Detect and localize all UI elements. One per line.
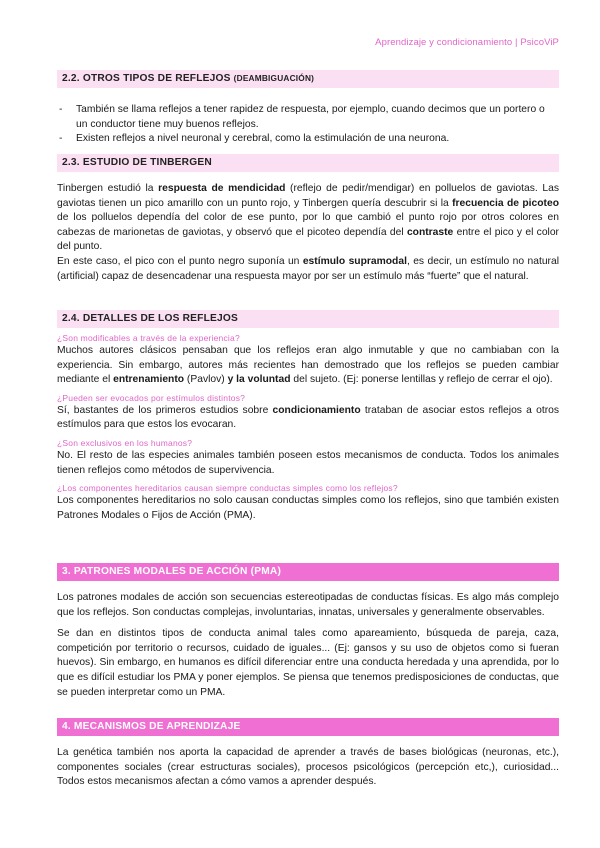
text-run: del sujeto. (Ej: ponerse lentillas y reflejo de cerrar el ojo). [290, 374, 553, 386]
bold-term: estímulo supramodal [302, 255, 407, 267]
section-2-3 [57, 154, 559, 284]
paragraph-pma-examples: Se dan en distintos tipos de conducta animal tales como apareamiento, búsqueda de pareja, caza, competición por territorio o recursos, cuidado de iguales... (Ej: gansos y su uso de objetos como si fueran huevos). Sin embargo, en humanos es difícil diferenciar entre una conducta heredada y una aprendida, por lo que es difícil estudiar los PMA y poner ejemplos. Se piensa que tenemos predisposiciones de conductas, que se pueden interpretar como un PMA. [57, 628, 559, 698]
section-heading-2-4: 2.4. DETALLES DE LOS REFLEJOS [57, 310, 559, 328]
question-3: ¿Son exclusivos en los humanos? [57, 437, 193, 448]
heading-main-text: 2.2. OTROS TIPOS DE REFLEJOS [62, 73, 231, 84]
text-run: de los polluelos dependía del color de ese punto, por lo que cambió el punto rojo por otros colores en cabezas de marionetas de gaviotas, y observó que el picoteo dependía del [57, 212, 559, 238]
paragraph-pma-definition: Los patrones modales de acción son secuencias estereotipadas de conductas físicas. Es algo más complejo que los reflejos. Son conductas complejas, involuntarias, innatas, universales y generalmente observables. [57, 592, 559, 618]
section-heading-4: 4. MECANISMOS DE APRENDIZAJE [57, 718, 559, 736]
section-heading-2-3: 2.3. ESTUDIO DE TINBERGEN [57, 154, 559, 172]
paragraph-supramodal [57, 255, 559, 284]
list-item: - También se llama reflejos a tener rapidez de respuesta, por ejemplo, cuando decimos que un portero o un conductor tiene muy buenos reflejos. [57, 103, 559, 132]
list-item: - Existen reflejos a nivel neuronal y cerebral, como la estimulación de una neurona. [57, 132, 559, 147]
text-run: trataban de asociar estos reflejos a otros estímulos para que estos los evocaran. [57, 404, 559, 431]
section-2-4 [57, 310, 559, 523]
text-run: Sí, bastantes de los primeros estudios sobre [57, 404, 273, 416]
text-run: (reflejo de pedir/mendigar) en polluelos de gaviotas. Las gaviotas tienen un pico amarillo con un punto rojo, y Tinbergen quería descubrir si la [57, 183, 559, 209]
section-2-2 [57, 70, 559, 147]
question-2: ¿Pueden ser evocados por estímulos distintos? [57, 392, 246, 403]
text-run: Muchos autores clásicos pensaban que los reflejos eran algo inmutable y que no cambiaban con la experiencia. Sin embargo, autores más recientes han demostrado que los reflejos se pueden cambiar mediante el [57, 345, 559, 386]
text-run: , es decir, un estímulo no natural (artificial) capaz de desencadenar una respuesta mayor por ser un estímulo más “fuerte” que el natural. [57, 255, 560, 282]
text-run: (Pavlov) [184, 374, 228, 386]
question-4: ¿Los componentes hereditarios causan siempre conductas simples como los reflejos? [57, 483, 398, 494]
section-heading-2-2 [57, 70, 559, 88]
section-heading-3: 3. PATRONES MODALES DE ACCIÓN (PMA) [57, 563, 559, 581]
bold-term: respuesta de mendicidad [158, 183, 286, 194]
paragraph-learning-mechanisms: La genética también nos aporta la capacidad de aprender a través de bases biológicas (neuronas, etc.), componentes sociales (crear estructuras sociales), procesos psicológicos (percepción etc,), curiosidad... Todos estos mecanismos afectan a cómo vamos a aprender después. [57, 747, 559, 788]
bold-term: entrenamiento [113, 374, 185, 386]
paragraph-tinbergen [57, 182, 559, 255]
section-4 [57, 718, 559, 790]
bold-term: contraste [406, 226, 454, 238]
running-header: Aprendizaje y condicionamiento | PsicoViP [375, 37, 559, 48]
bold-term: condicionamiento [272, 404, 361, 416]
answer-3: No. El resto de las especies animales también poseen estos mecanismos de conducta. Todos los animales tienen reflejos como métodos de supervivencia. [57, 449, 559, 476]
section-3 [57, 563, 559, 700]
heading-small-text: (DEAMBIGUACIÓN) [233, 73, 315, 83]
question-1: ¿Son modificables a través de la experiencia? [57, 333, 240, 343]
bold-term: y la voluntad [227, 374, 291, 386]
bold-term: frecuencia de picoteo [452, 197, 559, 209]
answer-1 [57, 344, 559, 388]
bullet-list [57, 103, 559, 147]
text-run: En este caso, el pico con el punto negro suponía un [57, 255, 303, 267]
answer-4: Los componentes hereditarios no solo causan conductas simples como los reflejos, sino que también existen Patrones Modales o Fijos de Acción (PMA). [57, 495, 559, 521]
text-run: entre el pico y el color del punto. [57, 226, 559, 253]
answer-2 [57, 404, 559, 433]
text-run: Tinbergen estudió la [57, 183, 159, 194]
